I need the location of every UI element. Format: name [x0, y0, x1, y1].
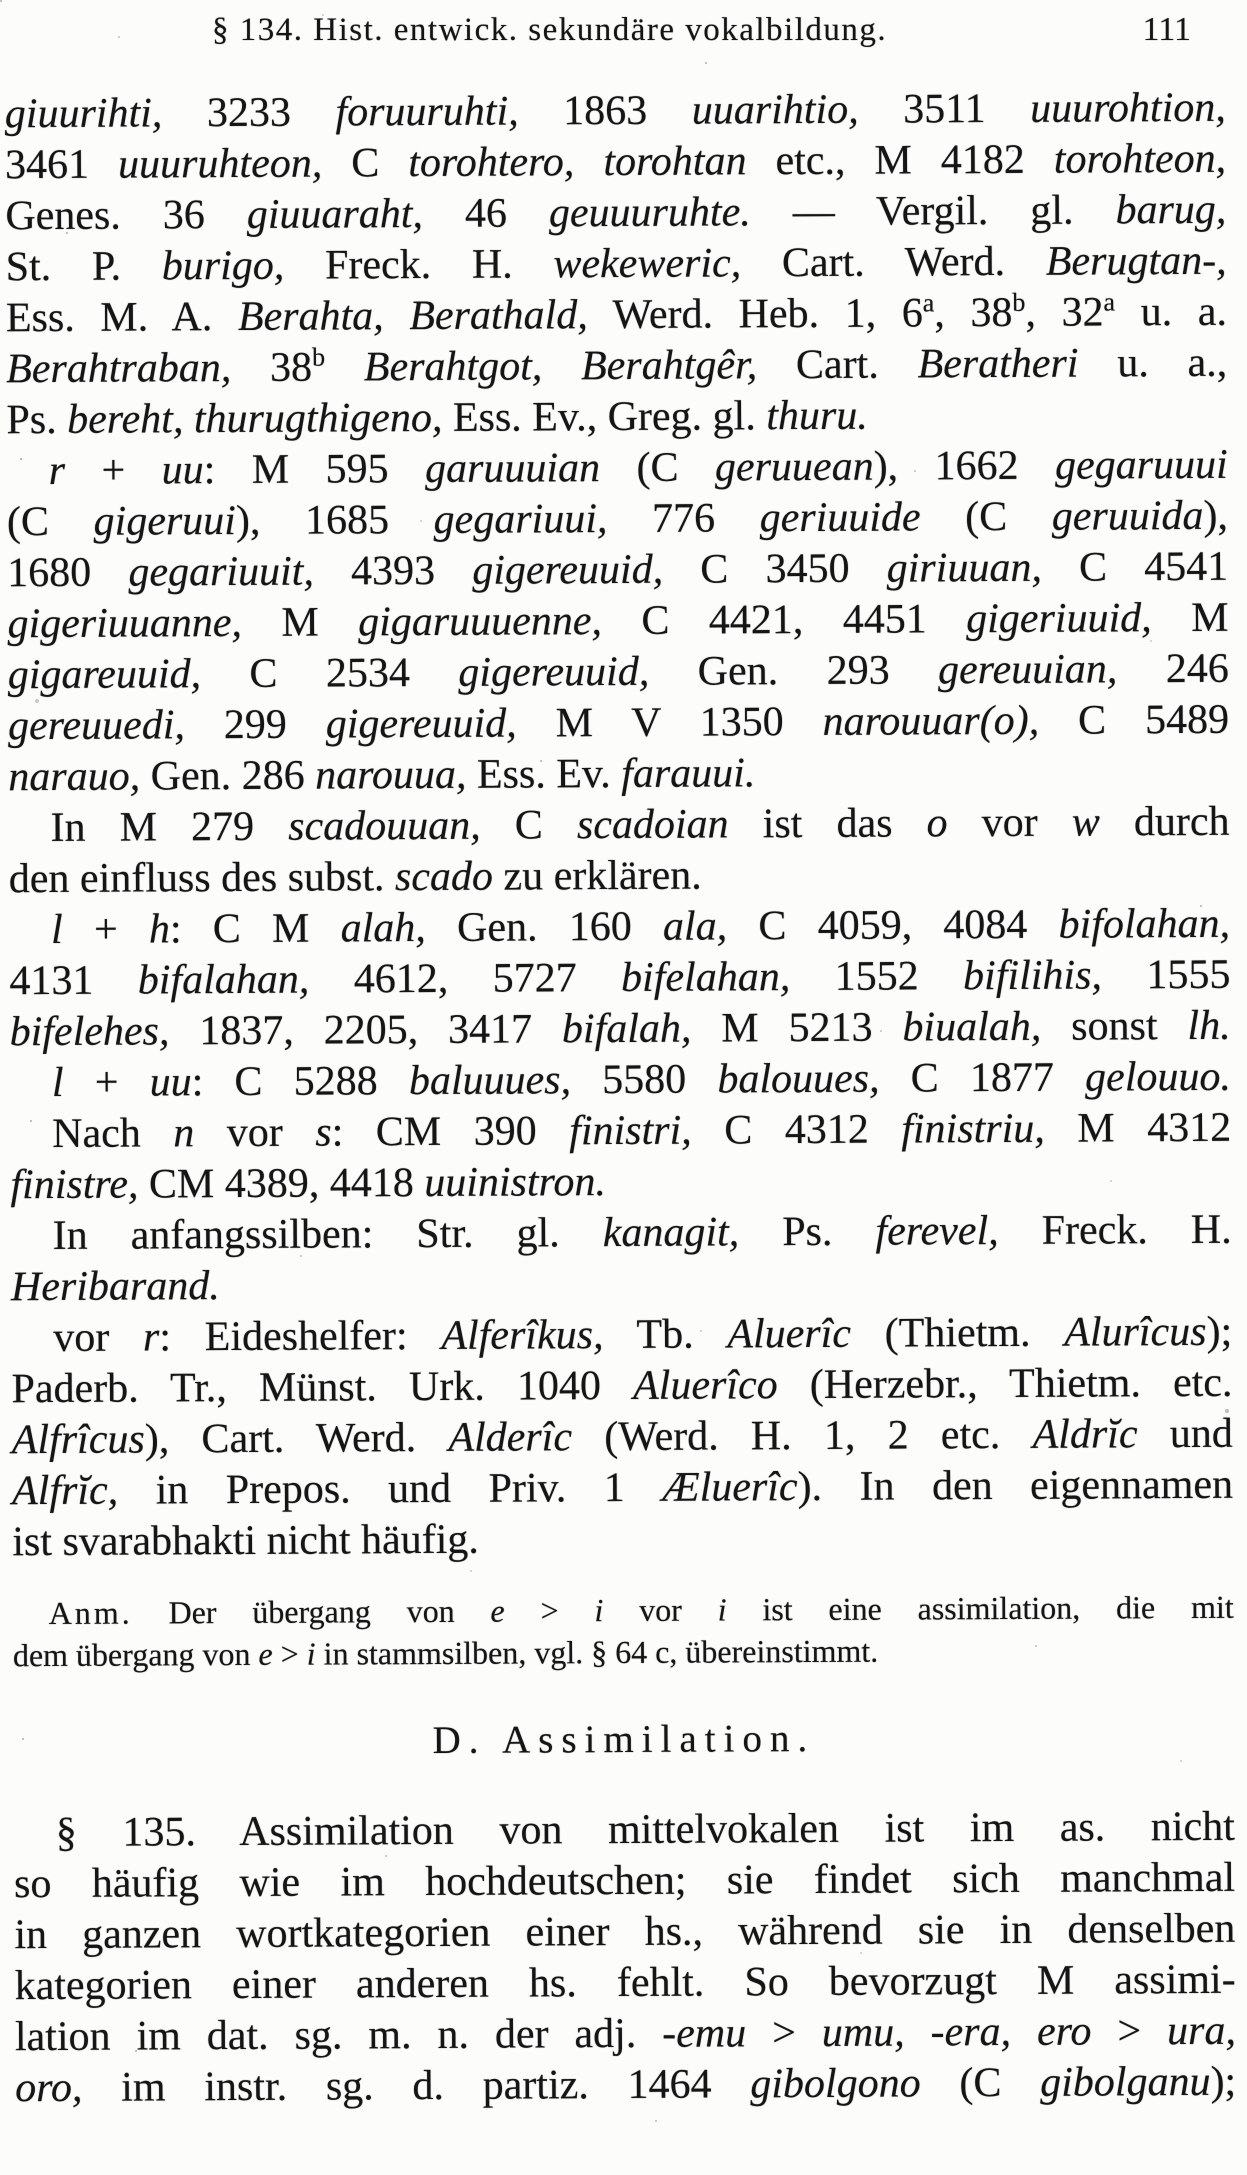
text-segment: > [504, 1592, 595, 1629]
text-segment: bifalah, [561, 1005, 692, 1053]
text-segment: r [142, 1314, 160, 1361]
text-line [6, 287, 1227, 344]
text-segment: 1555 [1101, 951, 1231, 999]
text-segment: + [62, 906, 150, 953]
text-line [9, 899, 1230, 956]
text-segment: Gen. 293 [649, 647, 939, 695]
text-segment: den einfluss des subst. [8, 854, 396, 903]
text-segment: gegaruuui [1054, 441, 1228, 489]
text-segment: in stammsilben, vgl. § 64 c, übereinstimmt. [315, 1632, 879, 1672]
text-line [6, 338, 1227, 395]
text-line [11, 1205, 1232, 1262]
text-segment: gigareuuid, [7, 651, 202, 699]
text-line [7, 542, 1228, 599]
text-segment: s [315, 1109, 332, 1156]
text-segment: 1837, 2205, 3417 [169, 1006, 563, 1055]
text-segment: ura, [1166, 2007, 1237, 2055]
text-segment: ). In den eigennamen [797, 1461, 1234, 1511]
text-segment: Paderb. Tr., Münst. Urk. 1040 [11, 1362, 634, 1413]
text-segment [384, 293, 410, 339]
text-segment: M 5213 [691, 1004, 903, 1052]
text-segment: gibolganu [1040, 2058, 1211, 2106]
text-segment: burigo, [161, 242, 285, 290]
text-segment: h [148, 906, 171, 953]
text-segment: Aluerîco [632, 1362, 778, 1409]
text-segment: C 2534 [200, 649, 459, 698]
text-segment: barug, [1115, 186, 1227, 234]
text-segment: > [272, 1635, 307, 1672]
text-segment: Cart. Werd. [741, 238, 1046, 287]
text-line [7, 593, 1228, 650]
text-segment: 1552 [790, 953, 964, 1001]
text-line [15, 2006, 1236, 2063]
text-segment: > [1091, 2008, 1168, 2055]
text-segment: Ess. Ev. [466, 750, 622, 798]
text-segment: C [322, 140, 409, 187]
text-segment: Gen. 286 [140, 752, 316, 800]
text-line [7, 491, 1228, 548]
text-segment: bifelehes, [9, 1008, 170, 1056]
text-segment: kategorien einer anderen hs. fehlt. So bevorzugt M assimi- [14, 1956, 1236, 2010]
text-line [5, 83, 1226, 140]
text-segment: baluuues, [408, 1057, 572, 1105]
text-segment: C 3450 [663, 545, 887, 593]
text-segment: geruuida [1051, 492, 1204, 540]
text-segment: Anm. [48, 1594, 133, 1632]
text-segment: 3233 [162, 89, 336, 137]
text-line [9, 950, 1230, 1007]
text-segment: torohtero, [408, 139, 575, 187]
text-line [6, 389, 1227, 446]
text-segment: zu erklären. [492, 852, 702, 900]
text-segment: Berahta, [237, 293, 384, 340]
text-segment: Alfrĭc, [11, 1467, 119, 1515]
text-segment: St. P. [5, 243, 162, 291]
text-segment: Berahtraban, [6, 345, 232, 393]
text-segment: i [306, 1635, 316, 1672]
text-segment: ); [1206, 1308, 1233, 1355]
text-segment: finistre, [10, 1161, 139, 1209]
text-segment: bifilihis, [962, 952, 1103, 1000]
text-segment: umu, [821, 2009, 905, 2056]
text-segment: uuinistron. [424, 1159, 607, 1207]
text-segment: 1863 [518, 87, 692, 135]
text-line [10, 1103, 1231, 1160]
text-segment: : Eideshelfer: [159, 1312, 442, 1361]
text-segment: M V 1350 [516, 698, 823, 747]
text-segment: w [1071, 799, 1100, 846]
text-segment: ), Cart. Werd. [144, 1414, 449, 1463]
text-segment: scadouuan, [288, 802, 481, 850]
text-segment: ist das [728, 800, 927, 848]
text-segment: (Werd. H. 1, 2 etc. [571, 1411, 1033, 1461]
header-section-title: § 134. Hist. entwick. sekundäre vokalbildung. [212, 12, 888, 48]
text-line [14, 1853, 1235, 1910]
text-line [9, 848, 1230, 905]
text-segment: Tb. [603, 1311, 728, 1359]
text-segment: Freck. H. [284, 241, 554, 289]
text-segment: (C [599, 444, 716, 492]
text-segment: 1680 [7, 549, 129, 597]
text-segment: lh. [1187, 1002, 1231, 1050]
text-segment: C 4312 [691, 1106, 902, 1154]
text-segment: > [746, 2009, 822, 2057]
text-segment: ist eine assimilation, die mit [726, 1588, 1234, 1628]
text-segment: gigaruuuenne, [358, 598, 603, 646]
text-segment: l [51, 1059, 64, 1106]
text-segment: -era, [930, 2008, 1012, 2056]
text-segment: 246 [1117, 645, 1229, 693]
text-segment [905, 2009, 931, 2055]
text-segment: Alfrîcus [11, 1416, 145, 1464]
text-segment: gigereuuid, [472, 546, 664, 594]
text-segment: narouua, [315, 751, 467, 799]
text-segment: + [64, 447, 162, 494]
text-segment: vor [603, 1591, 718, 1629]
text-segment: biualah, [902, 1003, 1042, 1051]
text-segment: : CM 390 [331, 1108, 570, 1156]
text-segment: ), 1662 [873, 442, 1056, 490]
text-segment: Berahtgêr, [580, 342, 758, 390]
text-segment: , 32 [1025, 289, 1104, 336]
text-segment: gigereuuid, [458, 648, 650, 696]
text-segment: (Thietm. [850, 1309, 1065, 1357]
text-segment: bifelahan, [620, 954, 791, 1001]
text-segment: giuuaraht, [246, 191, 424, 238]
text-segment: Nach [52, 1110, 174, 1157]
text-segment: (C [920, 2059, 1041, 2107]
text-segment: Berugtan-, [1045, 237, 1227, 285]
text-segment: Alferîkus, [441, 1312, 604, 1359]
text-segment: 3511 [858, 85, 1031, 133]
text-segment: giriuuan, [886, 544, 1043, 592]
text-segment: finistri, [569, 1107, 692, 1155]
text-line [14, 1802, 1235, 1859]
text-segment: Ps. [6, 396, 68, 444]
text-segment: in Prepos. und Priv. 1 [118, 1464, 663, 1514]
text-segment: (C [6, 498, 94, 546]
text-segment: — Vergil. gl. [750, 187, 1116, 236]
text-segment: im instr. sg. d. partiz. 1464 [82, 2061, 751, 2111]
text-segment: uu [161, 447, 204, 494]
text-segment: geuuuruhte. [548, 189, 751, 237]
text-segment: Aluerîc [727, 1310, 852, 1358]
text-segment: uuuruhteon, [117, 140, 323, 188]
text-segment: l [50, 906, 63, 953]
text-segment: e [490, 1592, 505, 1629]
text-segment: (Herzebr., Thietm. etc. [777, 1359, 1233, 1409]
text-segment: Alderîc [448, 1414, 573, 1461]
text-segment: scado [394, 853, 494, 901]
text-segment: M [1151, 594, 1229, 642]
text-segment: geruuean [714, 443, 874, 491]
text-segment: durch [1099, 798, 1230, 846]
text-segment: torohteon, [1053, 135, 1227, 183]
text-segment: D. Assimilation. [432, 1716, 816, 1762]
text-segment: In anfangssilben: Str. gl. [52, 1210, 603, 1259]
text-segment: , 38 [934, 289, 1013, 337]
text-segment: e [258, 1635, 273, 1672]
text-segment: Ps. [739, 1208, 876, 1256]
text-segment: gigeruui [93, 498, 237, 545]
text-segment: Æluerîc [662, 1464, 798, 1511]
text-segment: : C M [169, 905, 341, 953]
section-heading [13, 1714, 1234, 1766]
text-segment: ferevel, [875, 1208, 999, 1255]
text-segment: gelouuo. [1084, 1053, 1232, 1101]
text-segment: balouues, [717, 1055, 880, 1103]
text-segment: 3461 [4, 141, 119, 189]
text-segment: 299 [184, 701, 326, 749]
text-line [12, 1409, 1233, 1466]
text-segment: Berahtgot, [363, 343, 543, 391]
superscript: a [1103, 287, 1116, 317]
text-segment: narauo, [8, 753, 141, 801]
text-segment: und [1137, 1410, 1233, 1458]
text-segment: ); [1210, 2058, 1237, 2105]
text-segment: ist svarabhakti nicht häufig. [12, 1516, 479, 1566]
text-segment: C 1877 [879, 1054, 1086, 1102]
text-segment: u. a., [1078, 339, 1228, 387]
text-segment: gibolgono [750, 2060, 921, 2108]
text-segment: Gen. 160 [425, 903, 664, 952]
text-line [10, 1052, 1231, 1109]
text-segment: so häufig wie im hochdeutschen; sie findet sich manchmal [13, 1854, 1236, 1908]
text-segment: gereuuedi, [7, 702, 186, 750]
text-segment: (C [920, 493, 1052, 541]
text-segment: wekeweric, [553, 240, 742, 288]
text-segment: C 4059, 4084 [727, 901, 1059, 950]
text-segment: C 4421, 4451 [601, 596, 967, 645]
text-segment: M 4312 [1044, 1104, 1232, 1152]
text-line [10, 1154, 1231, 1211]
text-segment: C [480, 802, 578, 849]
text-line [5, 185, 1226, 242]
text-segment: 5580 [570, 1056, 718, 1104]
text-segment: Beratheri [917, 340, 1079, 388]
superscript: a [922, 288, 935, 318]
text-segment [1011, 2009, 1037, 2055]
text-segment: Ess. Ev., Greg. gl. [442, 393, 767, 441]
text-segment: vor [947, 799, 1072, 847]
text-segment: Ess. M. A. [5, 293, 239, 342]
text-segment: vor [53, 1314, 144, 1361]
text-line [10, 1001, 1231, 1058]
text-segment: 38 [231, 344, 313, 392]
running-header [0, 8, 1247, 54]
superscript: b [1012, 287, 1026, 317]
text-segment: thuru. [766, 392, 868, 440]
text-segment: bifolahan, [1058, 900, 1231, 948]
text-segment: uuarihtio, [691, 86, 859, 134]
text-segment: n [173, 1110, 195, 1157]
text-segment: 46 [422, 190, 550, 238]
text-segment: u. a. [1114, 288, 1228, 336]
text-segment: In M 279 [50, 803, 289, 851]
text-segment: foruuruhti, [335, 88, 519, 136]
text-segment [574, 139, 603, 185]
text-line [7, 440, 1228, 497]
text-segment: i [717, 1591, 727, 1628]
text-segment: § 135. Assimilation von mittelvokalen ist im as. nicht [55, 1803, 1235, 1856]
text-line [13, 1628, 1234, 1676]
text-segment [325, 344, 364, 390]
text-segment: gigeriuuid, [966, 595, 1152, 643]
text-segment: C 4541 [1041, 543, 1229, 591]
text-segment: narouuar(o), [822, 697, 1040, 745]
text-line [11, 1307, 1232, 1364]
text-segment: gigereuuid, [325, 700, 517, 748]
text-line [11, 1358, 1232, 1415]
text-line [8, 746, 1229, 803]
text-segment: 4131 [9, 957, 138, 1005]
text-segment: bifalahan, [137, 956, 310, 1004]
text-segment: M [241, 599, 359, 646]
text-segment: bereht, [67, 396, 184, 443]
text-segment: gegariuuit, [128, 548, 315, 596]
text-line [15, 1955, 1236, 2012]
text-segment: Freck. H. [998, 1206, 1232, 1255]
text-segment: Cart. [757, 341, 918, 389]
text-segment: ), [1203, 492, 1229, 539]
text-segment: scadoian [576, 801, 729, 849]
text-line [6, 236, 1227, 293]
page-number: 111 [1142, 11, 1191, 48]
text-segment: Genes. 36 [5, 191, 247, 240]
text-line [8, 695, 1229, 752]
text-line [13, 1586, 1234, 1634]
text-segment: gegariuui, [433, 496, 608, 543]
text-segment: kanagit, [602, 1209, 740, 1257]
text-segment: giuurihti, [4, 90, 163, 138]
text-segment: farauui. [621, 750, 756, 797]
text-segment: Der übergang von [132, 1592, 491, 1631]
text-segment: ala, [662, 903, 728, 950]
text-segment: Heribarand. [10, 1263, 220, 1311]
text-segment: : M 595 [203, 446, 426, 494]
text-line [12, 1460, 1233, 1517]
text-segment: Werd. Heb. 1, 6 [587, 290, 923, 339]
text-segment: finistriu, [901, 1105, 1045, 1153]
text-line [5, 134, 1226, 191]
text-segment: -emu [662, 2010, 747, 2057]
text-segment: ), 1685 [235, 496, 434, 545]
text-segment: gigeriuuanne, [7, 599, 243, 648]
text-segment: dem übergang von [12, 1635, 259, 1674]
text-segment: in ganzen wortkategorien einer hs., während sie in denselben [14, 1905, 1236, 1959]
text-segment: garuuuian [424, 445, 601, 493]
text-line [8, 644, 1229, 701]
text-line [12, 1511, 1233, 1568]
text-segment: alah, [340, 905, 426, 952]
text-segment: o [926, 800, 948, 847]
text-segment: Aldrĭc [1032, 1411, 1138, 1458]
text-segment: uu [149, 1059, 192, 1106]
text-segment: CM 4389, 4418 [138, 1160, 425, 1208]
text-segment: C 5489 [1039, 696, 1230, 744]
text-line [14, 1904, 1235, 1961]
text-segment: lation im dat. sg. m. n. der adj. [14, 2010, 663, 2061]
text-segment: Alurîcus [1064, 1308, 1207, 1356]
text-segment: vor [194, 1109, 316, 1157]
superscript: b [311, 342, 326, 372]
document-lines [5, 83, 1237, 2114]
text-segment: : C 5288 [191, 1058, 409, 1106]
text-line [15, 2057, 1236, 2114]
text-segment: Berathald, [409, 292, 588, 340]
text-segment: torohtan [603, 138, 747, 186]
text-segment: 4393 [313, 547, 473, 595]
text-segment: thurugthigeno, [193, 394, 443, 443]
text-segment: + [63, 1059, 150, 1106]
text-segment: 776 [607, 495, 760, 543]
text-segment [542, 343, 581, 389]
text-segment: geriuuide [759, 494, 921, 542]
text-line [11, 1256, 1232, 1313]
text-segment: sonst [1041, 1003, 1188, 1050]
text-segment: etc., M 4182 [746, 136, 1054, 185]
text-segment: gereuuian, [937, 646, 1118, 694]
text-line [8, 797, 1229, 854]
text-segment: ero [1036, 2008, 1092, 2055]
text-segment: r [48, 447, 66, 494]
text-segment: oro, [15, 2064, 83, 2112]
text-segment: uuurohtion, [1030, 84, 1226, 132]
text-segment: 4612, 5727 [309, 954, 622, 1003]
text-segment: i [594, 1592, 604, 1629]
